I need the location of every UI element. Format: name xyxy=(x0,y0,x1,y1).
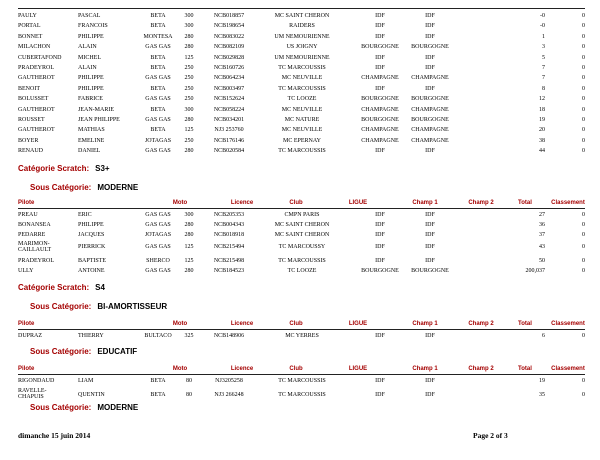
cell-licence: NCB064234 xyxy=(213,75,245,82)
cell-ligue: IDF xyxy=(375,85,385,92)
cell-ligue: IDF xyxy=(375,258,385,264)
cell-total: -0 xyxy=(540,13,545,19)
cell-pilote-name: BONANSEA xyxy=(18,222,51,228)
header-champ1: Champ 1 xyxy=(412,366,438,372)
cell-licence: NJ3 266248 xyxy=(214,392,244,398)
cell-classement: 0 xyxy=(582,232,585,238)
table-row xyxy=(0,146,600,156)
cell-moto-brand: BETA xyxy=(150,13,166,19)
cell-club: MC SAINT CHERON xyxy=(274,232,330,238)
cell-total: 27 xyxy=(539,212,545,218)
cell-moto-cc: 300 xyxy=(184,23,194,30)
cell-pilote-firstname: JEAN-MARIE xyxy=(78,106,114,113)
cell-champ1: IDF xyxy=(425,33,435,40)
cell-ligue: IDF xyxy=(375,148,385,155)
cell-pilote-name: RAVELLE-CHAPUIS xyxy=(18,388,47,400)
cell-moto-brand: GAS GAS xyxy=(145,75,171,82)
cell-pilote-name: GAUTHEROT xyxy=(18,106,55,113)
cell-moto-cc: 125 xyxy=(184,258,194,264)
cell-pilote-name: PREAU xyxy=(18,212,38,218)
table-row xyxy=(0,230,600,240)
cell-champ1: IDF xyxy=(425,54,435,61)
cell-total: 7 xyxy=(542,65,545,71)
cell-total: 43 xyxy=(539,244,545,250)
cell-ligue: IDF xyxy=(375,212,385,218)
cell-pilote-name: BONNET xyxy=(18,33,43,40)
cell-pilote-firstname: PIERRICK xyxy=(78,244,106,250)
cell-licence: NCB215494 xyxy=(213,244,245,250)
cell-moto-cc: 300 xyxy=(184,13,194,19)
cell-ligue: IDF xyxy=(375,13,385,19)
header-champ2: Champ 2 xyxy=(468,200,494,206)
cell-champ1: IDF xyxy=(425,378,435,384)
cell-pilote-name: PAULY xyxy=(18,13,37,19)
cell-champ1: IDF xyxy=(425,333,435,339)
cell-pilote-name: PRADEYROL xyxy=(18,65,55,71)
header-pilote: Pilote xyxy=(18,200,35,206)
cell-moto-brand: GAS GAS xyxy=(145,212,171,218)
cell-club: MC EPERNAY xyxy=(283,137,321,144)
table-row xyxy=(0,11,600,21)
cell-pilote-name: PRADEYROL xyxy=(18,258,55,264)
cell-classement: 0 xyxy=(582,378,585,384)
cell-licence: NJ3205258 xyxy=(215,378,243,384)
cell-pilote-firstname: MICHEL xyxy=(78,54,101,61)
cell-total: 1 xyxy=(542,33,545,40)
cell-champ1: IDF xyxy=(425,392,435,398)
header-pilote: Pilote xyxy=(18,321,35,327)
table-row xyxy=(0,21,600,31)
subcategory-heading: Sous Catégorie: MODERNE xyxy=(30,183,139,192)
cell-champ1: IDF xyxy=(425,148,435,155)
cell-moto-brand: GAS GAS xyxy=(145,222,171,228)
cell-pilote-firstname: ALAIN xyxy=(78,44,97,51)
header-champ1: Champ 1 xyxy=(412,321,438,327)
header-moto: Moto xyxy=(172,321,188,327)
subcategory-heading: Sous Catégorie: MODERNE xyxy=(30,403,139,412)
cell-champ1: IDF xyxy=(425,85,435,92)
cell-total: 18 xyxy=(539,106,545,113)
cell-moto-cc: 325 xyxy=(184,333,194,339)
cell-ligue: IDF xyxy=(375,333,385,339)
cell-ligue: CHAMPAGNE xyxy=(361,75,399,82)
cell-classement: 0 xyxy=(582,392,585,398)
table-row xyxy=(0,84,600,94)
cell-licence: NCB020584 xyxy=(213,148,245,155)
cell-moto-cc: 280 xyxy=(184,268,194,274)
cell-moto-brand: GAS GAS xyxy=(145,44,171,51)
cell-moto-brand: JOTAGAS xyxy=(144,232,172,238)
cell-champ1: IDF xyxy=(425,65,435,71)
cell-pilote-firstname: JACQUES xyxy=(78,232,105,238)
header-champ2: Champ 2 xyxy=(468,321,494,327)
table-row xyxy=(0,387,600,405)
cell-pilote-name: BOLUSSET xyxy=(18,96,49,103)
table-row xyxy=(0,256,600,266)
cell-moto-brand: GAS GAS xyxy=(145,96,171,103)
header-licence: Licence xyxy=(230,366,254,372)
header-club: Club xyxy=(289,321,303,327)
cell-classement: 0 xyxy=(582,212,585,218)
cell-total: 3 xyxy=(542,44,545,51)
cell-champ1: BOURGOGNE xyxy=(411,44,449,51)
cell-moto-cc: 280 xyxy=(184,33,194,40)
cell-moto-brand: BETA xyxy=(150,23,166,30)
cell-pilote-name: RIGONDAUD xyxy=(18,378,55,384)
cell-moto-cc: 250 xyxy=(184,75,194,82)
cell-champ1: IDF xyxy=(425,232,435,238)
header-ligue: LIGUE xyxy=(348,321,368,327)
cell-moto-brand: GAS GAS xyxy=(145,244,171,250)
category-heading: Catégorie Scratch: S4 xyxy=(18,283,105,292)
table-row xyxy=(0,73,600,83)
header-champ2: Champ 2 xyxy=(468,366,494,372)
header-classement: Classement xyxy=(551,321,585,327)
cell-club: TC MARCOUSSIS xyxy=(278,65,326,71)
cell-licence: NCB029828 xyxy=(213,54,245,61)
cell-ligue: IDF xyxy=(375,65,385,71)
cell-ligue: CHAMPAGNE xyxy=(361,137,399,144)
cell-pilote-name: DUPRAZ xyxy=(18,333,43,339)
table-row xyxy=(0,125,600,135)
cell-moto-cc: 250 xyxy=(184,85,194,92)
cell-classement: 0 xyxy=(582,244,585,250)
cell-pilote-firstname: THIERRY xyxy=(78,333,104,339)
cell-classement: 0 xyxy=(582,268,585,274)
cell-pilote-name: GAUTHEROT xyxy=(18,127,55,134)
subcategory-heading: Sous Catégorie: EDUCATIF xyxy=(30,347,138,356)
cell-classement: 0 xyxy=(582,23,585,30)
table-divider xyxy=(18,208,585,209)
header-total: Total xyxy=(518,321,532,327)
cell-champ1: IDF xyxy=(425,244,435,250)
cell-club: UM NEMOURIENNE xyxy=(274,54,330,61)
cell-champ1: BOURGOGNE xyxy=(411,96,449,103)
cell-licence: NCB215498 xyxy=(213,258,245,264)
header-club: Club xyxy=(289,200,303,206)
cell-pilote-firstname: FABRICE xyxy=(78,96,103,103)
cell-club: TC MARCOUSSIS xyxy=(278,148,326,155)
cell-pilote-name: MILACHON xyxy=(18,44,51,51)
table-header xyxy=(0,365,600,373)
cell-ligue: IDF xyxy=(375,23,385,30)
cell-club: TC MARCOUSSIS xyxy=(278,85,326,92)
cell-champ1: IDF xyxy=(425,258,435,264)
cell-club: RAIDERS xyxy=(289,23,315,30)
cell-licence: NCB058224 xyxy=(213,106,245,113)
category-heading: Catégorie Scratch: S3+ xyxy=(18,164,110,173)
header-pilote: Pilote xyxy=(18,366,35,372)
cell-moto-brand: BETA xyxy=(150,65,166,71)
cell-moto-cc: 280 xyxy=(184,222,194,228)
cell-classement: 0 xyxy=(582,148,585,155)
cell-club: TC MARCOUSSIS xyxy=(278,378,326,384)
header-champ1: Champ 1 xyxy=(412,200,438,206)
cell-classement: 0 xyxy=(582,75,585,82)
cell-ligue: IDF xyxy=(375,33,385,40)
cell-total: 8 xyxy=(542,85,545,92)
cell-pilote-firstname: QUENTIN xyxy=(78,392,105,398)
cell-moto-brand: BULTACO xyxy=(144,333,172,339)
cell-club: TC MARCOUSSIS xyxy=(278,258,326,264)
cell-classement: 0 xyxy=(582,222,585,228)
cell-pilote-name: BENOIT xyxy=(18,85,40,92)
cell-licence: NCB205353 xyxy=(213,212,245,218)
table-row xyxy=(0,210,600,220)
cell-champ1: CHAMPAGNE xyxy=(411,137,449,144)
cell-licence: NCB018918 xyxy=(213,232,245,238)
cell-champ1: IDF xyxy=(425,13,435,19)
table-row xyxy=(0,376,600,386)
subcategory-heading: Sous Catégorie: BI-AMORTISSEUR xyxy=(30,302,168,311)
table-divider xyxy=(18,374,585,375)
cell-club: TC LOOZE xyxy=(287,268,317,274)
cell-total: 44 xyxy=(539,148,545,155)
cell-pilote-name: GAUTHEROT xyxy=(18,75,55,82)
cell-club: MC NEUVILLE xyxy=(281,75,323,82)
cell-club: MC NEUVILLE xyxy=(281,127,323,134)
cell-total: 7 xyxy=(542,75,545,82)
cell-pilote-firstname: DANIEL xyxy=(78,148,101,155)
cell-classement: 0 xyxy=(582,65,585,71)
cell-moto-cc: 280 xyxy=(184,148,194,155)
cell-classement: 0 xyxy=(582,258,585,264)
cell-moto-cc: 125 xyxy=(184,127,194,134)
cell-licence: NCB083022 xyxy=(213,33,245,40)
header-moto: Moto xyxy=(172,366,188,372)
cell-total: 12 xyxy=(539,96,545,103)
cell-classement: 0 xyxy=(582,127,585,134)
cell-classement: 0 xyxy=(582,44,585,51)
cell-moto-brand: JOTAGAS xyxy=(144,137,172,144)
cell-moto-cc: 280 xyxy=(184,44,194,51)
cell-pilote-name: PORTAL xyxy=(18,23,41,30)
cell-pilote-firstname: PHILIPPE xyxy=(78,222,104,228)
table-row xyxy=(0,220,600,230)
cell-champ1: BOURGOGNE xyxy=(411,117,449,123)
table-divider xyxy=(18,8,585,9)
cell-moto-brand: GAS GAS xyxy=(145,117,171,123)
table-row xyxy=(0,266,600,276)
cell-licence: NCB148906 xyxy=(213,333,245,339)
cell-moto-cc: 250 xyxy=(184,65,194,71)
table-row xyxy=(0,53,600,63)
cell-moto-cc: 80 xyxy=(186,392,192,398)
cell-pilote-name: PEDARRE xyxy=(18,232,46,238)
cell-ligue: CHAMPAGNE xyxy=(361,106,399,113)
cell-club: MC NEUVILLE xyxy=(281,106,323,113)
cell-ligue: IDF xyxy=(375,244,385,250)
cell-ligue: IDF xyxy=(375,392,385,398)
cell-pilote-firstname: FRANCOIS xyxy=(78,23,108,30)
cell-pilote-firstname: PHILIPPE xyxy=(78,75,104,82)
header-ligue: LIGUE xyxy=(348,366,368,372)
cell-moto-brand: BETA xyxy=(150,378,166,384)
cell-classement: 0 xyxy=(582,33,585,40)
cell-champ1: IDF xyxy=(425,23,435,30)
cell-club: MC SAINT CHERON xyxy=(274,222,330,228)
cell-champ1: CHAMPAGNE xyxy=(411,75,449,82)
table-row xyxy=(0,94,600,104)
footer-date: dimanche 15 juin 2014 xyxy=(18,431,91,440)
cell-moto-brand: SHERCO xyxy=(146,258,170,264)
cell-champ1: CHAMPAGNE xyxy=(411,127,449,134)
cell-ligue: IDF xyxy=(375,232,385,238)
cell-pilote-firstname: EMELINE xyxy=(78,137,105,144)
table-header xyxy=(0,320,600,328)
cell-ligue: BOURGOGNE xyxy=(361,268,399,274)
cell-ligue: IDF xyxy=(375,222,385,228)
cell-licence: NCB176146 xyxy=(213,137,245,144)
cell-pilote-name: MARIMON-CAILLAULT xyxy=(18,241,52,253)
cell-pilote-firstname: BAPTISTE xyxy=(78,258,107,264)
cell-moto-cc: 80 xyxy=(186,378,192,384)
cell-total: 20 xyxy=(539,127,545,134)
cell-licence: NJ3 253760 xyxy=(214,127,244,134)
cell-classement: 0 xyxy=(582,106,585,113)
cell-pilote-name: CUBERTAFOND xyxy=(18,54,62,61)
header-club: Club xyxy=(289,366,303,372)
header-classement: Classement xyxy=(551,366,585,372)
table-header xyxy=(0,199,600,207)
table-row xyxy=(0,136,600,146)
cell-pilote-firstname: PASCAL xyxy=(78,13,101,19)
cell-moto-brand: BETA xyxy=(150,127,166,134)
cell-licence: NCB160726 xyxy=(213,65,245,71)
table-row xyxy=(0,240,600,256)
cell-club: TC MARCOUSSY xyxy=(278,244,326,250)
cell-ligue: CHAMPAGNE xyxy=(361,127,399,134)
cell-pilote-firstname: ERIC xyxy=(78,212,92,218)
cell-licence: NCB004343 xyxy=(213,222,245,228)
cell-club: MC YERRES xyxy=(285,333,319,339)
cell-total: 37 xyxy=(539,232,545,238)
cell-ligue: IDF xyxy=(375,54,385,61)
cell-total: -0 xyxy=(540,23,545,30)
cell-ligue: IDF xyxy=(375,378,385,384)
cell-pilote-firstname: MATHIAS xyxy=(78,127,105,134)
cell-licence: NCB003497 xyxy=(213,85,245,92)
cell-pilote-firstname: ANTOINE xyxy=(78,268,105,274)
cell-licence: NCB034201 xyxy=(213,117,245,123)
cell-moto-brand: BETA xyxy=(150,392,166,398)
header-ligue: LIGUE xyxy=(348,200,368,206)
cell-pilote-name: BOYER xyxy=(18,137,39,144)
cell-moto-brand: BETA xyxy=(150,85,166,92)
table-row xyxy=(0,331,600,341)
cell-champ1: IDF xyxy=(425,222,435,228)
cell-club: CMPN PARIS xyxy=(284,212,320,218)
cell-licence: NCB082109 xyxy=(213,44,245,51)
cell-pilote-firstname: JEAN PHILIPPE xyxy=(78,117,120,123)
cell-club: MC SAINT CHERON xyxy=(274,13,330,19)
cell-total: 50 xyxy=(539,258,545,264)
cell-club: UM NEMOURIENNE xyxy=(274,33,330,40)
cell-moto-cc: 300 xyxy=(184,212,194,218)
cell-total: 19 xyxy=(539,378,545,384)
cell-total: 6 xyxy=(542,333,545,339)
cell-moto-cc: 280 xyxy=(184,232,194,238)
cell-moto-cc: 300 xyxy=(184,106,194,113)
header-total: Total xyxy=(518,366,532,372)
table-row xyxy=(0,105,600,115)
header-licence: Licence xyxy=(230,200,254,206)
cell-moto-brand: MONTESA xyxy=(143,33,173,40)
cell-classement: 0 xyxy=(582,96,585,103)
header-total: Total xyxy=(518,200,532,206)
cell-champ1: CHAMPAGNE xyxy=(411,106,449,113)
cell-champ1: IDF xyxy=(425,212,435,218)
cell-classement: 0 xyxy=(582,54,585,61)
header-classement: Classement xyxy=(551,200,585,206)
table-row xyxy=(0,115,600,125)
cell-moto-cc: 250 xyxy=(184,96,194,103)
cell-classement: 0 xyxy=(582,117,585,123)
cell-pilote-firstname: PHILIPPE xyxy=(78,85,104,92)
cell-licence: NCB184523 xyxy=(213,268,245,274)
cell-ligue: BOURGOGNE xyxy=(361,117,399,123)
cell-licence: NCB152624 xyxy=(213,96,245,103)
cell-moto-brand: BETA xyxy=(150,54,166,61)
cell-total: 36 xyxy=(539,222,545,228)
table-row xyxy=(0,32,600,42)
table-row xyxy=(0,63,600,73)
cell-total: 35 xyxy=(539,392,545,398)
cell-licence: NCB018857 xyxy=(213,13,245,19)
table-divider xyxy=(18,329,585,330)
cell-club: TC MARCOUSSIS xyxy=(278,392,326,398)
cell-moto-cc: 250 xyxy=(184,137,194,144)
cell-classement: 0 xyxy=(582,333,585,339)
header-moto: Moto xyxy=(172,200,188,206)
cell-pilote-firstname: PHILIPPE xyxy=(78,33,104,40)
cell-moto-cc: 280 xyxy=(184,117,194,123)
table-row xyxy=(0,42,600,52)
cell-total: 19 xyxy=(539,117,545,123)
cell-moto-brand: BETA xyxy=(150,106,166,113)
cell-club: TC LOOZE xyxy=(287,96,317,103)
cell-moto-brand: GAS GAS xyxy=(145,268,171,274)
cell-classement: 0 xyxy=(582,137,585,144)
cell-club: US JOIGNY xyxy=(286,44,318,51)
cell-pilote-name: RENAUD xyxy=(18,148,43,155)
cell-moto-brand: GAS GAS xyxy=(145,148,171,155)
cell-total: 5 xyxy=(542,54,545,61)
cell-total: 200,037 xyxy=(525,268,545,274)
header-licence: Licence xyxy=(230,321,254,327)
cell-classement: 0 xyxy=(582,85,585,92)
cell-licence: NCB198654 xyxy=(213,23,245,30)
cell-pilote-firstname: LIAM xyxy=(78,378,94,384)
cell-pilote-name: ROUSSET xyxy=(18,117,45,123)
cell-classement: 0 xyxy=(582,13,585,19)
cell-total: 38 xyxy=(539,137,545,144)
cell-pilote-name: ULLY xyxy=(18,268,34,274)
cell-ligue: BOURGOGNE xyxy=(361,44,399,51)
cell-pilote-firstname: ALAIN xyxy=(78,65,97,71)
footer-page-number: Page 2 of 3 xyxy=(473,431,508,440)
cell-ligue: BOURGOGNE xyxy=(361,96,399,103)
cell-moto-cc: 125 xyxy=(184,54,194,61)
cell-club: MC NATURE xyxy=(284,117,320,123)
cell-moto-cc: 125 xyxy=(184,244,194,250)
cell-champ1: BOURGOGNE xyxy=(411,268,449,274)
